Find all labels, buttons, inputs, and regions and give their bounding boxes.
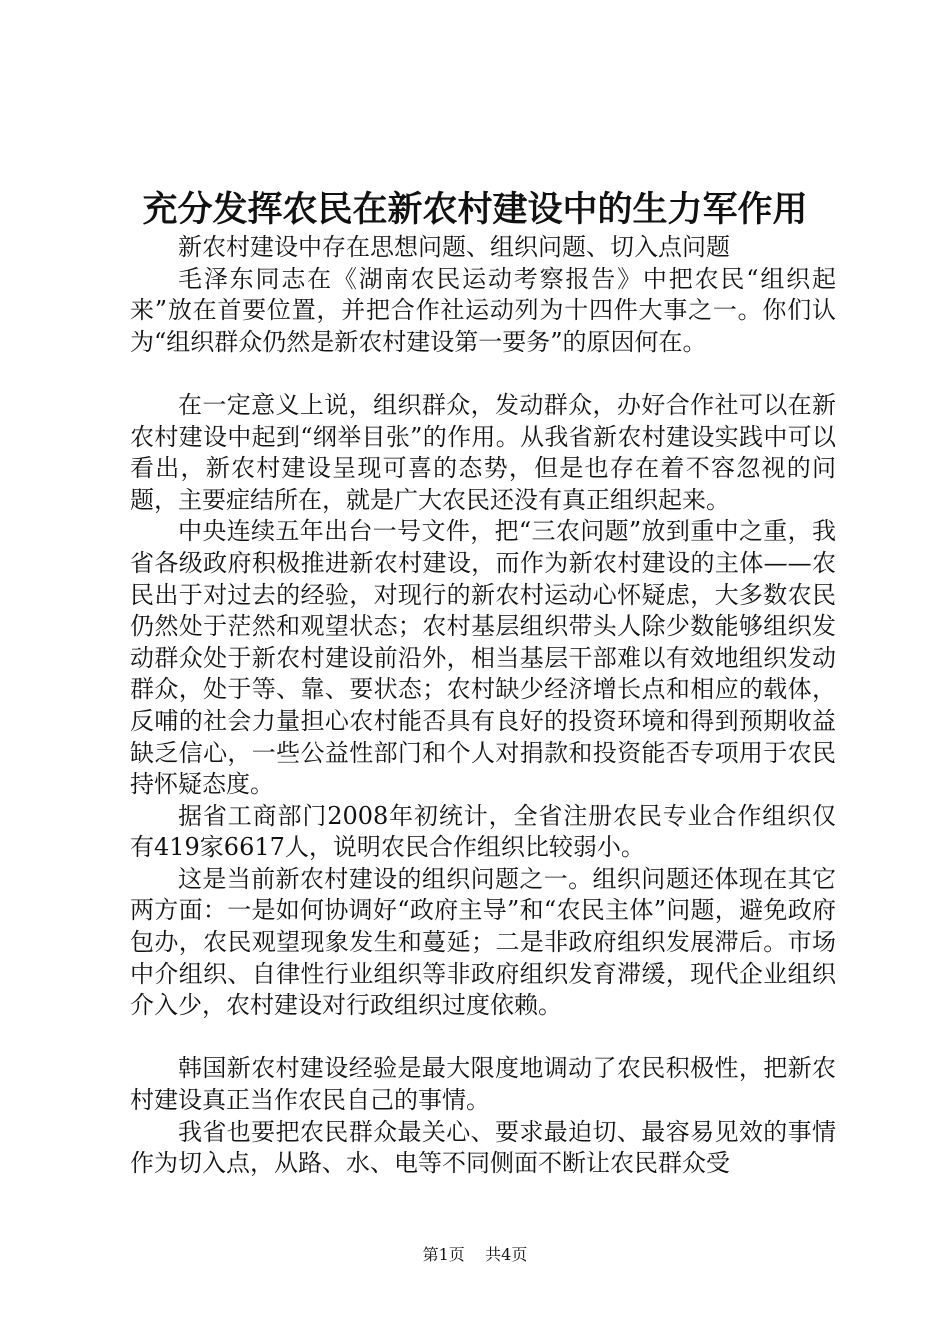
page-total: 共4页 xyxy=(485,1245,528,1264)
document-body xyxy=(130,232,836,1180)
document-title: 充分发挥农民在新农村建设中的生力军作用 xyxy=(142,189,808,230)
paragraph: 毛泽东同志在《湖南农民运动考察报告》中把农民“组织起来”放在首要位置，并把合作社运动列为十四件大事之一。你们认为“组织群众仍然是新农村建设第一要务”的原因何在。 xyxy=(130,264,836,356)
paragraph: 新农村建设中存在思想问题、组织问题、切入点问题 xyxy=(178,233,730,261)
page-number: 第1页 xyxy=(422,1245,465,1264)
paragraph: 这是当前新农村建设的组织问题之一。组织问题还体现在其它两方面：一是如何协调好“政府主导”和“农民主体”问题，避免政府包办，农民观望现象发生和蔓延；二是非政府组织发展滞后。市场中介组织、自律性行业组织等非政府组织发育滞缓，现代企业组织介入少，农村建设对行政组织过度依赖。 xyxy=(130,864,836,1020)
page-footer xyxy=(0,1244,950,1266)
paragraph: 在一定意义上说，组织群众，发动群众，办好合作社可以在新农村建设中起到“纲举目张”的作用。从我省新农村建设实践中可以看出，新农村建设呈现可喜的态势，但是也存在着不容忽视的问题，主要症结所在，就是广大农民还没有真正组织起来。 xyxy=(130,390,836,514)
paragraph: 据省工商部门2008年初统计，全省注册农民专业合作组织仅有419家6617人，说明农民合作组织比较弱小。 xyxy=(130,801,836,862)
paragraph: 我省也要把农民群众最关心、要求最迫切、最容易见效的事情作为切入点，从路、水、电等不同侧面不断让农民群众受 xyxy=(130,1117,836,1178)
paragraph: 中央连续五年出台一号文件，把“三农问题”放到重中之重，我省各级政府积极推进新农村建设，而作为新农村建设的主体——农民出于对过去的经验，对现行的新农村运动心怀疑虑，大多数农民仍然处于茫然和观望状态；农村基层组织带头人除少数能够组织发动群众处于新农村建设前沿外，相当基层干部难以有效地组织发动群众，处于等、靠、要状态；农村缺少经济增长点和相应的载体，反哺的社会力量担心农村能否具有良好的投资环境和得到预期收益缺乏信心，一些公益性部门和个人对捐款和投资能否专项用于农民持怀疑态度。 xyxy=(130,517,836,799)
paragraph: 韩国新农村建设经验是最大限度地调动了农民积极性，把新农村建设真正当作农民自己的事情。 xyxy=(130,1054,836,1115)
